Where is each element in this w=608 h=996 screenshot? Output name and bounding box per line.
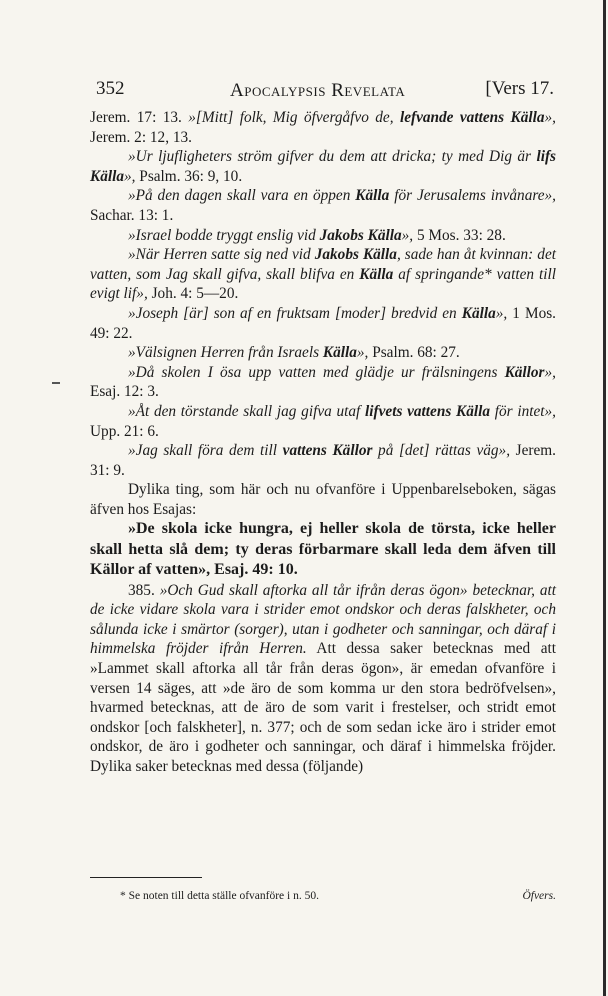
text-segment: lifs Källa <box>90 148 556 185</box>
text-segment: »Då skolen I ösa upp vatten med glädje ur frälsningens <box>128 363 505 381</box>
book-page <box>90 78 556 777</box>
text-segment: Jakobs Källa <box>314 246 397 264</box>
text-segment: Sachar. 13: 1. <box>90 206 174 224</box>
text-segment: Esaj. 49: 10. <box>210 561 298 579</box>
text-segment: Upp. 21: 6. <box>90 422 159 440</box>
paragraph <box>90 519 556 580</box>
text-segment: »När Herren satte sig ned vid <box>128 246 315 264</box>
running-header <box>90 78 556 108</box>
paragraph <box>90 226 556 246</box>
text-segment: »Jag skall föra dem till <box>128 442 283 460</box>
text-segment: »Välsignen Herren från Israels <box>128 344 323 362</box>
text-segment: Jerem. 31: 9. <box>90 442 557 479</box>
text-segment: för intet», <box>490 402 556 420</box>
text-segment: Psalm. 36: 9, 10. <box>135 167 243 185</box>
text-segment: Psalm. 68: 27. <box>368 344 460 362</box>
text-segment: », <box>544 109 556 126</box>
text-segment: lefvande vattens Källa <box>399 109 545 126</box>
text-segment: », <box>495 304 508 322</box>
text-segment: »Åt den törstande skall jag gifva utaf <box>128 402 366 420</box>
footnote-text: * Se noten till detta ställe ofvanföre i n. 50. <box>120 890 319 902</box>
paragraph <box>90 108 556 147</box>
text-segment: »[Mitt] folk, Mig öfvergåfvo de, <box>188 109 400 126</box>
text-segment: »De skola icke hungra, ej heller skola de törsta, icke heller skall hetta slå dem; ty deras förbarmare skall leda dem äfven till Källor af vatten», <box>90 520 556 579</box>
text-segment: Joh. 4: 5—20. <box>147 285 239 303</box>
text-segment: 385. <box>128 581 160 599</box>
text-segment: vattens Källor <box>282 442 373 460</box>
text-segment: Att dessa saker betecknas med att »Lammet skall aftorka all tår från deras ögon», är emedan ofvanföre i versen 14 säges, att »de äro de som komma ur den stora bedröfvelsen», hvarmed betecknas, att de äro de som varit i frestelser, och stridt emot ondskor [och falskheter], n. 377; och de som sedan icke äro i strider emot ondskor, de äro i godheter och sanningar, och däraf i himmelska fröjder. Dylika saker betecknas med dessa (följande) <box>90 640 556 776</box>
text-segment: », <box>544 363 556 381</box>
text-segment: Källa <box>322 344 357 362</box>
footnote-rule <box>90 877 202 878</box>
paragraph <box>90 402 556 441</box>
margin-mark <box>52 382 60 384</box>
page-edge <box>603 0 606 996</box>
paragraph <box>90 304 556 343</box>
text-segment: Källa <box>355 187 390 205</box>
text-segment: »Joseph [är] son af en fruktsam [moder] bredvid en <box>128 304 462 322</box>
text-segment: Jakobs Källa <box>319 226 402 244</box>
text-segment: »Israel bodde tryggt enslig vid <box>128 226 320 244</box>
paragraph <box>90 245 556 304</box>
text-segment: af springande* vatten till evigt lif», <box>90 265 556 303</box>
paragraph <box>90 441 556 480</box>
text-segment: Jerem. 17: 13. <box>90 109 189 126</box>
paragraph <box>90 480 556 519</box>
paragraph <box>90 186 556 225</box>
text-segment: Esaj. 12: 3. <box>90 383 159 401</box>
text-segment: », <box>124 167 136 185</box>
text-segment: »På den dagen skall vara en öppen <box>128 187 356 205</box>
text-segment: 5 Mos. 33: 28. <box>413 226 506 244</box>
text-segment: 1 Mos. 49: 22. <box>90 304 556 342</box>
paragraph <box>90 147 556 186</box>
text-segment: Källa <box>461 304 496 322</box>
text-segment: », <box>401 226 414 244</box>
running-title: Apocalypsis Revelata <box>230 80 406 101</box>
text-segment: på [det] rättas väg», <box>372 442 511 460</box>
verse-marker: [Vers 17. <box>485 78 554 99</box>
text-segment: för Jerusalems invånare», <box>389 187 556 205</box>
text-segment: », <box>356 344 369 362</box>
paragraph <box>90 581 556 777</box>
paragraph <box>90 343 556 363</box>
text-segment: lifvets vattens Källa <box>365 402 491 420</box>
footnote-attribution: Öfvers. <box>522 890 556 902</box>
text-segment: »Och Gud skall aftorka all tår ifrån deras ögon» betecknar, att de icke vidare skola vara i strider emot ondskor och deras falskheter, och sålunda icke i smärtor (sorger), utan i godheter och sanningar, och däraf i himmelska fröjder ifrån Herren. <box>90 581 556 658</box>
text-segment: , sade han åt kvinnan: det vatten, som Jag skall gifva, skall blifva en <box>90 246 556 283</box>
text-segment: Jerem. 2: 12, 13. <box>90 128 192 146</box>
page-number: 352 <box>96 78 125 99</box>
text-segment: Källor <box>504 363 545 381</box>
text-segment: Källa <box>359 265 394 283</box>
text-segment: Dylika ting, som här och nu ofvanföre i Uppenbarelseboken, sägas äfven hos Esajas: <box>90 481 556 518</box>
text-segment: »Ur ljufligheters ström gifver du dem att dricka; ty med Dig är <box>128 148 537 166</box>
paragraph <box>90 363 556 402</box>
body-text <box>90 108 556 777</box>
